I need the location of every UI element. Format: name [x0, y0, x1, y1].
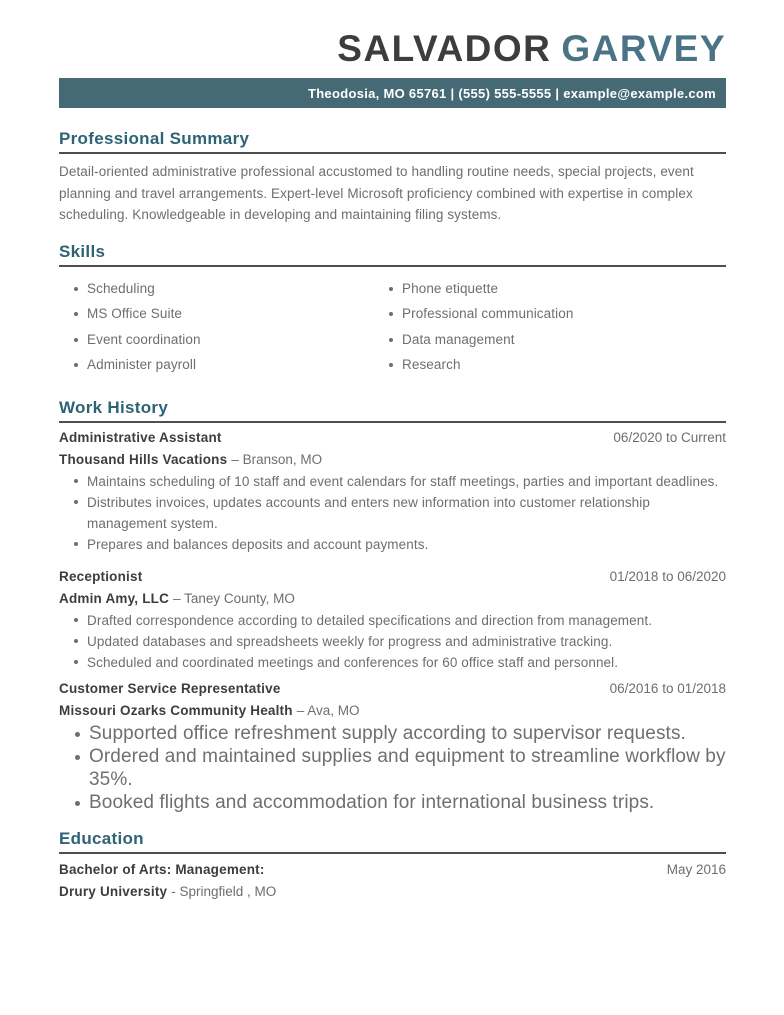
- job-bullet: [59, 722, 726, 745]
- skill-label: Research: [402, 357, 461, 372]
- skill-label: Administer payroll: [87, 357, 197, 372]
- education-header: [59, 862, 726, 878]
- section-divider: [59, 152, 726, 154]
- job-company-line: [59, 591, 726, 607]
- section-divider: [59, 852, 726, 854]
- skills-column-right: [374, 276, 573, 378]
- bullet-dot: [74, 363, 78, 367]
- job-header: [59, 681, 726, 697]
- section-title-education: Education: [59, 828, 144, 848]
- skill-label: MS Office Suite: [87, 306, 183, 321]
- job-bullet: [59, 492, 726, 534]
- resume-content: [59, 30, 726, 900]
- job-bullet: [59, 791, 726, 814]
- job-bullet-list: [59, 471, 726, 555]
- skill-item: [374, 352, 573, 378]
- skill-label: Event coordination: [87, 331, 201, 347]
- job-entry: [59, 430, 726, 555]
- education-degree: Bachelor of Arts: Management:: [59, 861, 265, 877]
- skill-item: [59, 327, 374, 353]
- section-title-summary: Professional Summary: [59, 129, 250, 148]
- job-location: – Taney County, MO: [173, 590, 295, 606]
- job-title: Customer Service Representative: [59, 680, 281, 696]
- skill-item: [59, 276, 374, 302]
- bullet-text: Maintains scheduling of 10 staff and event calendars for staff meetings, parties and important deadlines.: [87, 473, 719, 489]
- bullet-text: Distributes invoices, updates accounts and enters new information into customer relationship management system.: [87, 494, 650, 531]
- job-company-line: [59, 703, 726, 719]
- section-divider: [59, 265, 726, 267]
- bullet-dot: [74, 479, 78, 483]
- job-location: – Branson, MO: [231, 451, 323, 467]
- bullet-text: Updated databases and spreadsheets weekly for progress and administrative tracking.: [87, 633, 613, 649]
- job-dates: 01/2018 to 06/2020: [609, 568, 726, 584]
- bullet-dot: [74, 542, 78, 546]
- summary-text: Detail-oriented administrative professional accustomed to handling routine needs, special projects, event planning and travel arrangements. Expert-level Microsoft proficiency combined with expertise in complex scheduling. Knowledgeable in developing and maintaining filing systems.: [59, 164, 694, 222]
- bullet-text: Scheduled and coordinated meetings and conferences for 60 office staff and personnel.: [87, 654, 619, 670]
- bullet-dot: [389, 338, 393, 342]
- job-dates: 06/2020 to Current: [613, 429, 726, 445]
- bullet-text: Booked flights and accommodation for international business trips.: [89, 791, 655, 813]
- section-skills: [59, 242, 726, 378]
- job-bullet: [59, 745, 726, 791]
- section-education: [59, 829, 726, 900]
- skill-item: [59, 352, 374, 378]
- bullet-text: Ordered and maintained supplies and equipment to streamline workflow by 35%.: [89, 745, 726, 790]
- skill-item: [374, 276, 573, 302]
- section-title-skills: Skills: [59, 241, 106, 261]
- job-title: Administrative Assistant: [59, 429, 222, 445]
- job-company: Missouri Ozarks Community Health: [59, 702, 293, 718]
- bullet-dot: [74, 660, 78, 664]
- bullet-text: Supported office refreshment supply according to supervisor requests.: [89, 722, 686, 744]
- skill-label: Data management: [402, 331, 515, 347]
- bullet-dot: [74, 312, 78, 316]
- job-company: Admin Amy, LLC: [59, 590, 170, 606]
- bullet-dot: [74, 618, 78, 622]
- skills-columns: [59, 276, 726, 378]
- bullet-dot: [75, 732, 80, 737]
- job-bullet: [59, 471, 726, 492]
- job-company: Thousand Hills Vacations: [59, 451, 228, 467]
- job-entry: [59, 681, 726, 814]
- bullet-dot: [74, 338, 78, 342]
- job-bullet: [59, 534, 726, 555]
- job-title: Receptionist: [59, 568, 143, 584]
- job-dates: 06/2016 to 01/2018: [609, 680, 726, 696]
- education-date: May 2016: [666, 861, 726, 877]
- skill-label: Scheduling: [87, 280, 155, 296]
- candidate-last-name: GARVEY: [561, 28, 726, 69]
- job-bullet: [59, 631, 726, 652]
- bullet-text: Prepares and balances deposits and account payments.: [87, 536, 429, 552]
- job-header: [59, 569, 726, 585]
- skills-column-left: [59, 276, 374, 378]
- bullet-text: Drafted correspondence according to detailed specifications and direction from management.: [87, 612, 653, 628]
- skill-item: [374, 327, 573, 353]
- skill-item: [374, 301, 573, 327]
- candidate-first-name: SALVADOR: [337, 28, 552, 69]
- bullet-dot: [75, 755, 80, 760]
- job-company-line: [59, 452, 726, 468]
- bullet-dot: [75, 801, 80, 806]
- skill-label: Phone etiquette: [402, 280, 499, 296]
- job-bullet: [59, 652, 726, 673]
- bullet-dot: [74, 287, 78, 291]
- section-divider: [59, 421, 726, 423]
- skill-label: Professional communication: [402, 306, 574, 321]
- bullet-dot: [389, 287, 393, 291]
- education-location: - Springfield , MO: [171, 883, 277, 899]
- bullet-dot: [389, 363, 393, 367]
- skill-item: [59, 301, 374, 327]
- contact-info: Theodosia, MO 65761 | (555) 555-5555 | example@example.com: [307, 85, 716, 101]
- job-bullet-list: [59, 722, 726, 814]
- bullet-dot: [389, 312, 393, 316]
- job-bullet: [59, 610, 726, 631]
- section-work-history: [59, 398, 726, 814]
- education-school-line: [59, 884, 726, 900]
- job-entry: [59, 569, 726, 673]
- bullet-dot: [74, 639, 78, 643]
- candidate-name: [59, 30, 726, 68]
- education-school: Drury University: [59, 883, 168, 899]
- bullet-dot: [74, 500, 78, 504]
- contact-bar: [59, 78, 726, 108]
- section-professional-summary: [59, 129, 726, 226]
- job-header: [59, 430, 726, 446]
- job-bullet-list: [59, 610, 726, 673]
- section-title-work-history: Work History: [59, 397, 169, 417]
- job-location: – Ava, MO: [296, 702, 360, 718]
